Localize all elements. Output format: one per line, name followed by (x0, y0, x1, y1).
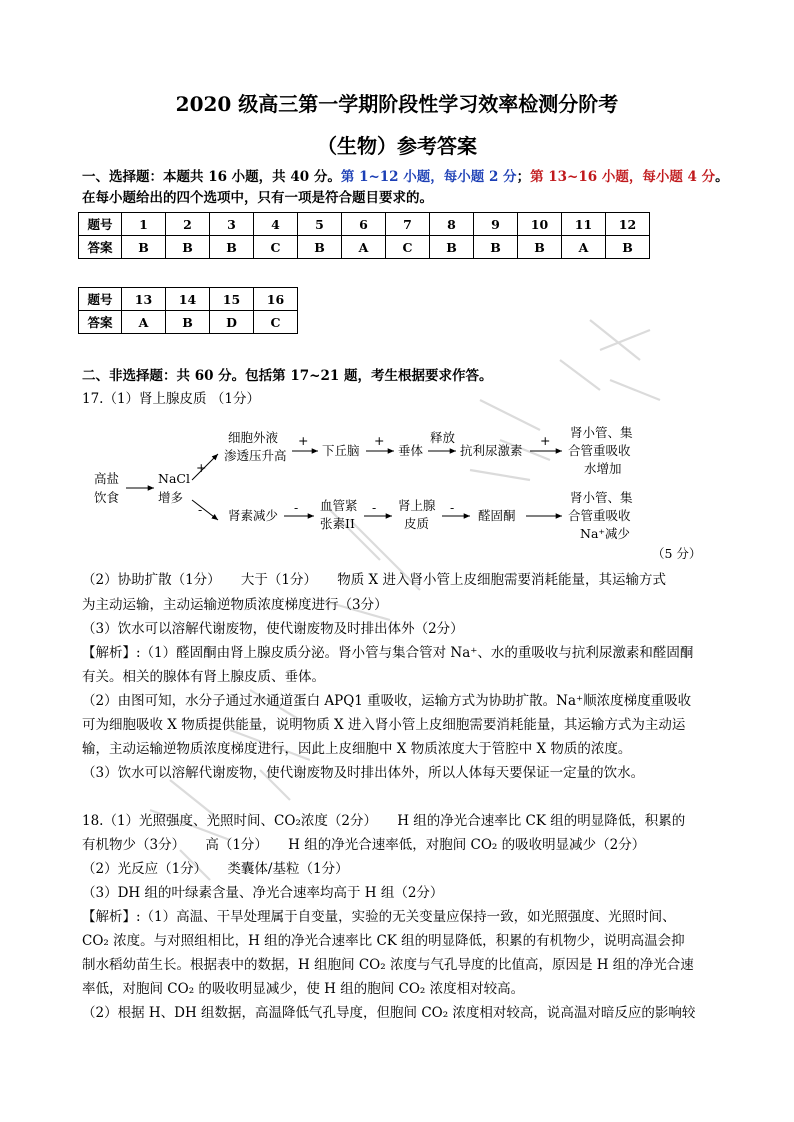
table-cell: B (166, 311, 210, 334)
section1-blue: 第 1~12 小题，每小题 2 分 (340, 169, 517, 185)
table-cell: 16 (254, 288, 298, 311)
q17-line-7: （2）由图可知，水分子通过水通道蛋白 APQ1 重吸收，运输方式为协助扩散。Na⁺顺浓度梯度重吸收 (82, 693, 692, 709)
node-up5-b: 合管重吸收 (568, 443, 631, 458)
table-cell: B (166, 236, 210, 259)
q17-line-9: 输，主动运输逆物质浓度梯度进行，因此上皮细胞中 X 物质浓度大于管腔中 X 物质的浓度。 (82, 741, 632, 757)
table-cell: 9 (474, 213, 518, 236)
section1-line2: 在每小题给出的四个选项中，只有一项是符合题目要求的。 (82, 190, 433, 206)
plus-sign: + (196, 460, 207, 475)
table-cell: 15 (210, 288, 254, 311)
table-answer-label: 答案 (79, 236, 122, 259)
node-up4: 抗利尿激素 (460, 443, 523, 458)
table-cell: 4 (254, 213, 298, 236)
node-up3: 垂体 (398, 443, 424, 458)
table-cell: C (254, 311, 298, 334)
answer-table-2 (78, 287, 298, 334)
table-cell: C (386, 236, 430, 259)
q17-line-8: 可为细胞吸收 X 物质提供能量，说明物质 X 进入肾小管上皮细胞需要消耗能量，其运输方式为主动运 (82, 717, 686, 733)
table-cell: 1 (122, 213, 166, 236)
q18-line-9: （2）根据 H、DH 组数据，高温降低气孔导度，但胞间 CO₂ 浓度相对较高，说高温对暗反应的影响较 (82, 1005, 696, 1021)
q17-line-1: 17.（1）肾上腺皮质 （1分） (82, 391, 260, 407)
q18-line-4: （3）DH 组的叶绿素含量、净光合速率均高于 H 组（2分） (82, 885, 444, 901)
node-low5-c: Na⁺减少 (580, 526, 630, 541)
answer-table-1 (78, 212, 650, 259)
minus-sign: - (294, 500, 299, 515)
node-low4: 醛固酮 (478, 508, 516, 523)
section1-sep: ； (516, 169, 531, 185)
table-head-label: 题号 (79, 288, 122, 311)
section1-red: 第 13~16 小题，每小题 4 分 (530, 169, 716, 185)
node-start-1: 高盐 (94, 471, 120, 486)
section1-lead: 一、选择题：本题共 16 小题，共 40 分。 (82, 169, 341, 185)
table-cell: A (342, 236, 386, 259)
table-row (79, 288, 298, 311)
plus-sign: + (298, 433, 309, 448)
table-cell: B (474, 236, 518, 259)
q18-line-3: （2）光反应（1分） 类囊体/基粒（1分） (82, 861, 349, 877)
table-cell: B (430, 236, 474, 259)
node-up5-c: 水增加 (584, 461, 622, 476)
table-head-label: 题号 (79, 213, 122, 236)
table-cell: 6 (342, 213, 386, 236)
node-up5-a: 肾小管、集 (570, 425, 633, 440)
title-line-1: 2020 级高三第一学期阶段性学习效率检测分阶考 (175, 92, 619, 116)
table-cell: 8 (430, 213, 474, 236)
q18-line-1: 18.（1）光照强度、光照时间、CO₂浓度（2分） H 组的净光合速率比 CK 组的明显降低，积累的 (82, 813, 686, 829)
table-cell: B (298, 236, 342, 259)
node-start-2: 饮食 (94, 490, 120, 505)
section2-header: 二、非选择题：共 60 分。包括第 17~21 题，考生根据要求作答。 (82, 368, 493, 384)
table-row (79, 311, 298, 334)
section1-header (82, 168, 729, 186)
title-line-2: （生物）参考答案 (317, 134, 477, 158)
table-cell: C (254, 236, 298, 259)
node-up2: 下丘脑 (322, 443, 360, 458)
node-low2-a: 血管紧 (320, 498, 358, 513)
table-cell: 10 (518, 213, 562, 236)
table-cell: B (518, 236, 562, 259)
label-release: 释放 (430, 430, 456, 445)
table-cell: 5 (298, 213, 342, 236)
minus-sign: - (450, 500, 455, 515)
minus-sign: - (198, 502, 203, 517)
table-cell: B (122, 236, 166, 259)
node-up1-a: 细胞外液 (228, 430, 279, 445)
q17-line-6: 有关。相关的腺体有肾上腺皮质、垂体。 (82, 669, 325, 685)
node-nacl-2: 增多 (158, 490, 184, 505)
node-low5-b: 合管重吸收 (568, 508, 631, 523)
table-cell: B (210, 236, 254, 259)
q18-line-8: 率低，对胞间 CO₂ 的吸收明显减少，使 H 组的胞间 CO₂ 浓度相对较高。 (82, 981, 525, 997)
q18-line-7: 制水稻幼苗生长。根据表中的数据，H 组胞间 CO₂ 浓度与气孔导度的比值高，原因是 H 组的净光合速 (82, 957, 694, 973)
q17-line-3: 为主动运输，主动运输逆物质浓度梯度进行（3分） (82, 597, 388, 613)
table-cell: 7 (386, 213, 430, 236)
q18-line-5: 【解析】:（1）高温、干旱处理属于自变量，实验的无关变量应保持一致，如光照强度、光照时间、 (82, 909, 676, 925)
arrow (192, 500, 218, 520)
minus-sign: - (372, 500, 377, 515)
table-cell: 11 (562, 213, 606, 236)
q17-line-2: （2）协助扩散（1分） 大于（1分） 物质 X 进入肾小管上皮细胞需要消耗能量，其运输方式 (82, 572, 666, 588)
node-low1: 肾素减少 (228, 508, 279, 523)
node-low5-a: 肾小管、集 (570, 490, 633, 505)
table-cell: 2 (166, 213, 210, 236)
node-nacl-1: NaCl (158, 471, 190, 486)
table-cell: 3 (210, 213, 254, 236)
table-row (79, 213, 650, 236)
node-low3-b: 皮质 (404, 516, 430, 531)
table-answer-label: 答案 (79, 311, 122, 334)
table-cell: D (210, 311, 254, 334)
table-cell: 14 (166, 288, 210, 311)
q17-line-5: 【解析】:（1）醛固酮由肾上腺皮质分泌。肾小管与集合管对 Na⁺、水的重吸收与抗利尿激素和醛固酮 (82, 645, 694, 661)
q17-line-10: （3）饮水可以溶解代谢废物，使代谢废物及时排出体外，所以人体每天要保证一定量的饮水。 (82, 765, 645, 781)
q17-line-4: （3）饮水可以溶解代谢废物，使代谢废物及时排出体外（2分） (82, 621, 464, 637)
node-low3-a: 肾上腺 (398, 498, 436, 513)
section1-end: 。 (715, 169, 729, 185)
node-up1-b: 渗透压升高 (224, 448, 287, 463)
q18-line-6: CO₂ 浓度。与对照组相比，H 组的净光合速率比 CK 组的明显降低，积累的有机物少，说明高温会抑 (82, 933, 685, 949)
table-cell: 12 (606, 213, 650, 236)
table-cell: A (122, 311, 166, 334)
plus-sign: + (374, 433, 385, 448)
diagram-score: （5 分） (652, 546, 702, 560)
node-low2-b: 张素II (320, 516, 355, 531)
regulation-flow-diagram (80, 420, 720, 560)
q18-line-2: 有机物少（3分） 高（1分） H 组的净光合速率低，对胞间 CO₂ 的吸收明显减少（2分） (82, 837, 646, 853)
table-cell: B (606, 236, 650, 259)
table-row (79, 236, 650, 259)
table-cell: 13 (122, 288, 166, 311)
table-cell: A (562, 236, 606, 259)
plus-sign: + (540, 433, 551, 448)
